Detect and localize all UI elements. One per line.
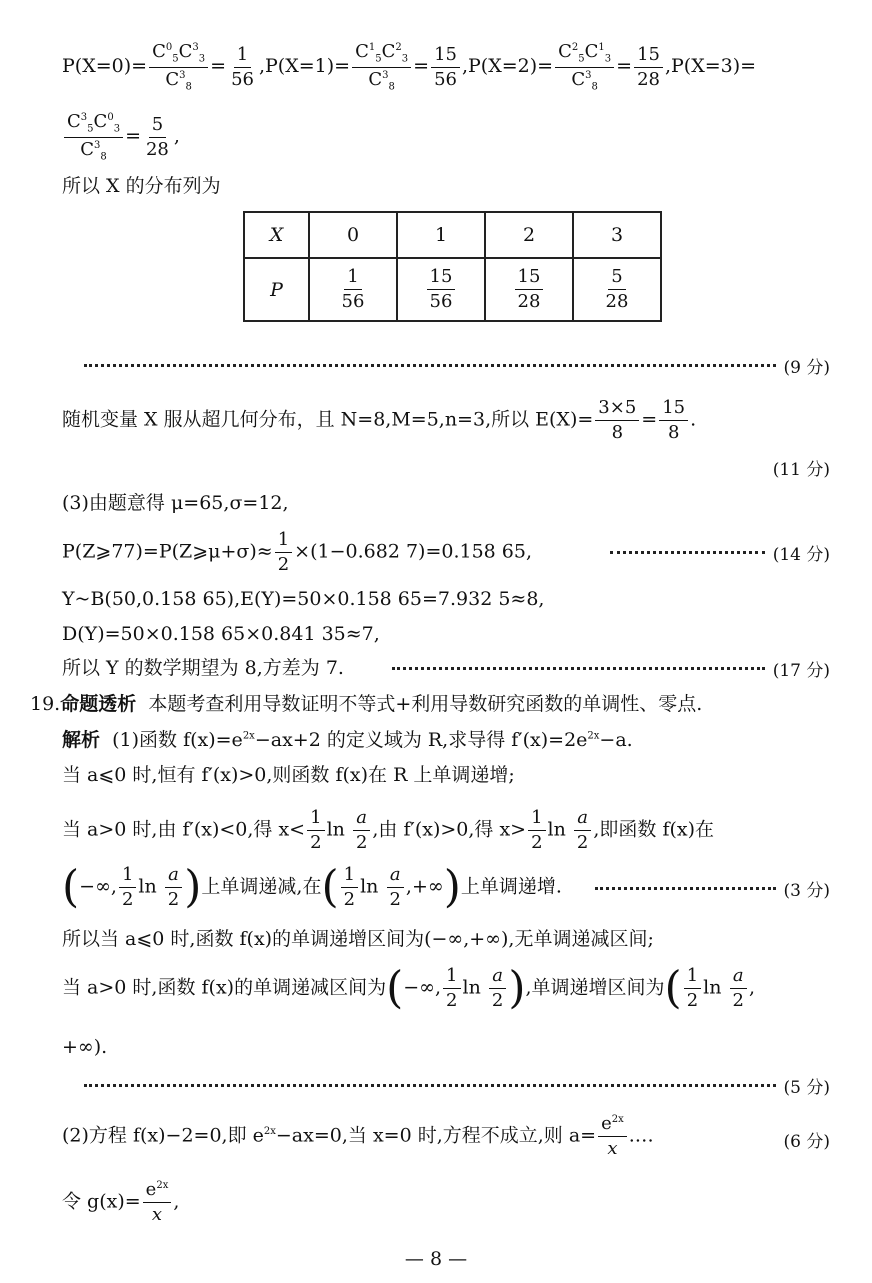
p2-comb-frac: $\frac{C^2_5C^1_3}{C^3_8}$ (555, 42, 614, 92)
hypergeometric-line: 随机变量 X 服从超几何分布，且 N=8,M=5,n=3,所以 E(X)= $\frac{3\times 5}{8}$ = $\frac{15}{8}$ . (62, 397, 697, 443)
table-cell: $\frac{5}{28}$ (573, 258, 661, 321)
score-line-5 (84, 1074, 830, 1096)
conclusion-3: 所以 Y 的数学期望为 8,方差为 7. (62, 657, 344, 679)
q19-header: 19.命题透析 本题考查利用导数证明不等式+利用导数研究函数的单调性、零点. (30, 693, 703, 715)
table-cell: $\frac{15}{56}$ (397, 258, 485, 321)
pz-line: P(Z⩾77)=P(Z⩾μ+σ)≈ $\frac{1}{2}$ ×(1−0.682 7)=0.158 65, (62, 529, 533, 575)
ev-result: $\frac{15}{8}$ (659, 398, 688, 443)
ev-frac: $\frac{3\times 5}{8}$ (595, 398, 639, 443)
score-badge: (5 分) (783, 1077, 830, 1098)
sol-line-7: +∞). (62, 1036, 108, 1058)
p3-result: $\frac{5}{28}$ (145, 113, 169, 160)
table-cell: 1 (397, 212, 485, 258)
ex-frac: $\frac{e^{2x}}{x}$ (598, 1114, 627, 1159)
p1-result: $\frac{15}{56}$ (431, 45, 460, 90)
gx-frac: $\frac{e^{2x}}{x}$ (143, 1180, 172, 1225)
table-cell: $\frac{15}{28}$ (485, 258, 573, 321)
p1-label: ,P(X=1)= (258, 55, 351, 78)
score-badge: (14 分) (772, 544, 830, 565)
half-frac: $\frac{1}{2}$ (275, 530, 292, 575)
sol-line-8: (2)方程 f(x)−2=0,即 $e^{2x}-ax=0$,当 x=0 时,方程不成立,则 a= $\frac{e^{2x}}{x}$ .… (62, 1113, 654, 1159)
sol-line-2: 当 a⩽0 时,恒有 f′(x)>0,则函数 f(x)在 R 上单调递增; (62, 764, 515, 786)
score-6: (6 分) (783, 1132, 830, 1152)
score-badge: (3 分) (783, 880, 830, 901)
p1-comb-frac: $\frac{C^1_5C^2_3}{C^3_8}$ (352, 42, 411, 92)
dy-line: D(Y)=50×0.158 65×0.841 35≈7, (62, 623, 380, 645)
sol-line-6: 当 a>0 时,函数 f(x)的单调递减区间为(−∞, $\frac{1}{2}$ ln $\frac{a}{2}$ ),单调递增区间为( $\frac{1}{2}$ ln $\frac{a}{2}$ , (62, 962, 756, 1014)
sol-line-1: 解析 (1)函数 $f(x)=e^{2x}-ax+2$ 的定义域为 R,求导得 $f'(x)=2e^{2x}-a$. (62, 729, 633, 751)
score-line-17 (392, 657, 830, 679)
dot-leader (84, 1084, 776, 1087)
p0-comb-frac: $\frac{C^0_5C^3_3}{C^3_8}$ (149, 42, 208, 92)
p2-result: $\frac{15}{28}$ (634, 45, 663, 90)
dot-leader (610, 551, 765, 554)
sol-line-5: 所以当 a⩽0 时,函数 f(x)的单调递增区间为(−∞,+∞),无单调递减区间; (62, 928, 654, 950)
table-cell: 0 (309, 212, 397, 258)
score-line-9 (84, 354, 830, 376)
table-row (244, 258, 661, 321)
dot-leader (392, 667, 765, 670)
question-number: 19. (30, 693, 61, 715)
table-header-p: P (244, 258, 309, 321)
page-number: — 8 — (404, 1248, 468, 1270)
sol-line-4: (−∞, $\frac{1}{2}$ ln $\frac{a}{2}$ )上单调递减,在( $\frac{1}{2}$ ln $\frac{a}{2}$ ,+∞)上单调递增. (62, 861, 562, 913)
score-11: (11 分) (772, 460, 830, 480)
part3-intro: (3)由题意得 μ=65,σ=12, (62, 492, 289, 514)
section-label: 命题透析 (60, 693, 137, 715)
score-badge: (17 分) (772, 660, 830, 681)
score-badge: (9 分) (783, 357, 830, 378)
prob-line-1: P(X=0)= $\frac{C^0_5C^3_3}{C^3_8}$ = $\frac{1}{56}$ ,P(X=1)= $\frac{C^1_5C^2_3}{C^3_8}$ = $\frac{15}{56}$ ,P(X=2)= $\frac{C^2_5C^1_3}{C^3_8}$ = $\frac{15}{28}$ ,P(X=3)= (62, 41, 757, 93)
table-cell: 3 (573, 212, 661, 258)
dot-leader (595, 887, 776, 890)
score-line-3 (595, 877, 830, 899)
p0-result: $\frac{1}{56}$ (231, 43, 254, 90)
table-header-x: X (244, 212, 309, 258)
table-cell: $\frac{1}{56}$ (309, 258, 397, 321)
p2-label: ,P(X=2)= (461, 55, 554, 78)
dist-intro: 所以 X 的分布列为 (62, 175, 221, 197)
table-cell: 2 (485, 212, 573, 258)
prob-line-2: $\frac{C^3_5C^0_3}{C^3_8}$ = $\frac{5}{28}$ , (62, 112, 180, 162)
table-row (244, 212, 661, 258)
p0-label: P(X=0)= (62, 55, 148, 78)
distribution-table (243, 211, 662, 322)
score-line-14 (610, 541, 830, 563)
sol-line-9: 令 g(x)= $\frac{e^{2x}}{x}$ , (62, 1179, 180, 1225)
dot-leader (84, 364, 776, 367)
p3-label: ,P(X=3)= (664, 55, 757, 78)
ey-line: Y~B(50,0.158 65),E(Y)=50×0.158 65=7.932 5≈8, (62, 588, 545, 610)
p3-comb-frac: $\frac{C^3_5C^0_3}{C^3_8}$ (64, 112, 123, 162)
jiexi-label: 解析 (62, 729, 101, 751)
sol-line-3: 当 a>0 时,由 f′(x)<0,得 x< $\frac{1}{2}$ ln $\frac{a}{2}$ ,由 f′(x)>0,得 x> $\frac{1}{2}$ ln $\frac{a}{2}$ ,即函数 f(x)在 (62, 807, 715, 853)
